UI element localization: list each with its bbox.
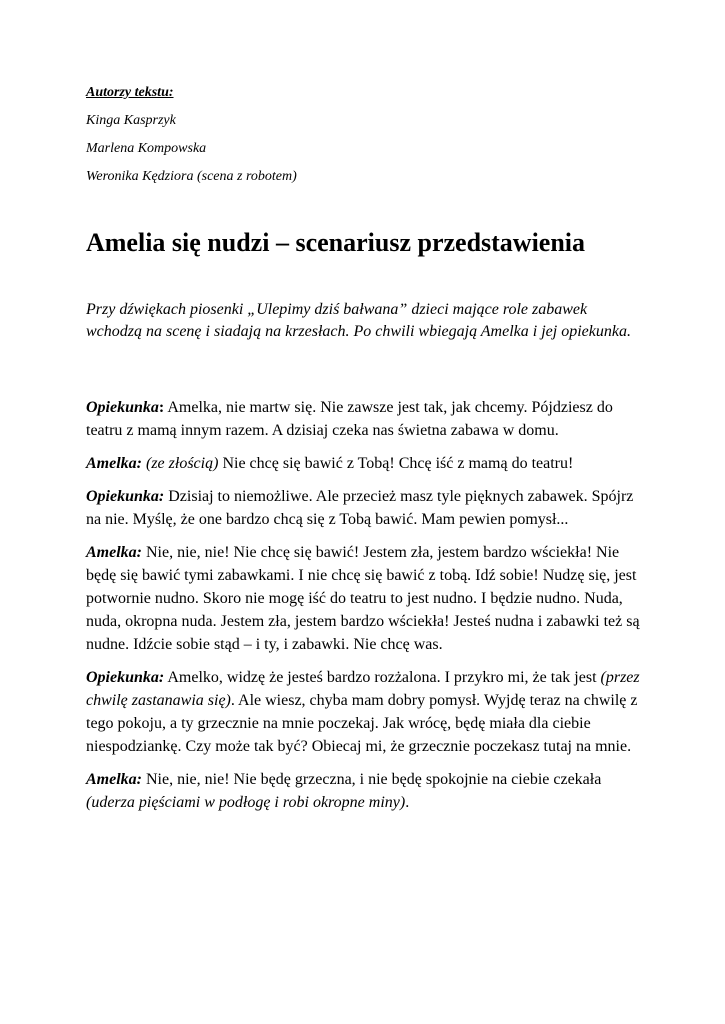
speaker-name: Opiekunka:	[86, 488, 165, 505]
dialogue-text: Nie chcę się bawić z Tobą! Chcę iść z mamą do teatru!	[218, 455, 574, 472]
author-name: Weronika Kędziora (scena z robotem)	[86, 169, 297, 184]
dialogue-text: .	[405, 794, 410, 811]
stage-direction-intro: Przy dźwiękach piosenki „Ulepimy dziś bałwana” dzieci mające role zabawek wchodzą na scenę i siadają na krzesłach. Po chwili wbiegają Amelka i jej opiekunka.	[86, 301, 631, 340]
speaker-name: Amelka:	[86, 544, 142, 561]
dialogue-text: Nie, nie, nie! Nie chcę się bawić! Jestem zła, jestem bardzo wściekła! Nie będę się bawić tymi zabawkami. I nie chcę się bawić z tobą. Idź sobie! Nudzę się, jest potwornie nudno. Skoro nie mogę iść do teatru to jest nudno. I będzie nudno. Nuda, nuda, okropna nuda. Jestem zła, jestem bardzo wściekła! Jesteś nudna i zabawki też są nudne. Idźcie sobie stąd – i ty, i zabawki. Nie chcę was.	[86, 544, 640, 653]
dialogue-line	[86, 485, 646, 531]
author-name: Kinga Kasprzyk	[86, 113, 176, 128]
author-name: Marlena Kompowska	[86, 141, 207, 156]
speaker-name: Amelka:	[86, 771, 142, 788]
speaker-name: Amelka:	[86, 455, 142, 472]
authors-section	[86, 84, 646, 186]
speaker-name: Opiekunka:	[86, 669, 165, 686]
dialogue-line	[86, 396, 646, 442]
speaker-name: Opiekunka	[86, 399, 159, 416]
dialogue-text: Dzisiaj to niemożliwe. Ale przecież masz tyle pięknych zabawek. Spójrz na nie. Myślę, że one bardzo chcą się z Tobą bawić. Mam pewien pomysł...	[86, 488, 634, 528]
stage-direction: (ze złością)	[146, 455, 219, 472]
dialogue-text: Amelka, nie martw się. Nie zawsze jest tak, jak chcemy. Pójdziesz do teatru z mamą innym razem. A dzisiaj czeka nas świetna zabawa w domu.	[86, 399, 613, 439]
dialogue-line	[86, 666, 646, 758]
speaker-colon: :	[158, 399, 165, 416]
dialogue-section	[86, 396, 646, 814]
document-page	[86, 84, 646, 824]
authors-heading: Autorzy tekstu:	[86, 85, 174, 100]
stage-direction: (uderza pięściami w podłogę i robi okropne miny)	[86, 794, 406, 811]
dialogue-text: Amelko, widzę że jesteś bardzo rozżalona. I przykro mi, że tak jest	[164, 669, 601, 686]
stage-direction: (przez chwilę zastanawia się)	[86, 669, 640, 709]
document-title: Amelia się nudzi – scenariusz przedstawienia	[86, 228, 586, 257]
dialogue-line	[86, 768, 646, 814]
dialogue-text: Nie, nie, nie! Nie będę grzeczna, i nie będę spokojnie na ciebie czekała	[142, 771, 602, 788]
dialogue-line	[86, 452, 646, 475]
dialogue-text: . Ale wiesz, chyba mam dobry pomysł. Wyjdę teraz na chwilę z tego pokoju, a ty grzecznie na mnie poczekaj. Jak wrócę, będę miała dla ciebie niespodziankę. Czy może tak być? Obiecaj mi, że grzecznie poczekasz tutaj na mnie.	[86, 692, 638, 755]
dialogue-line	[86, 541, 646, 656]
